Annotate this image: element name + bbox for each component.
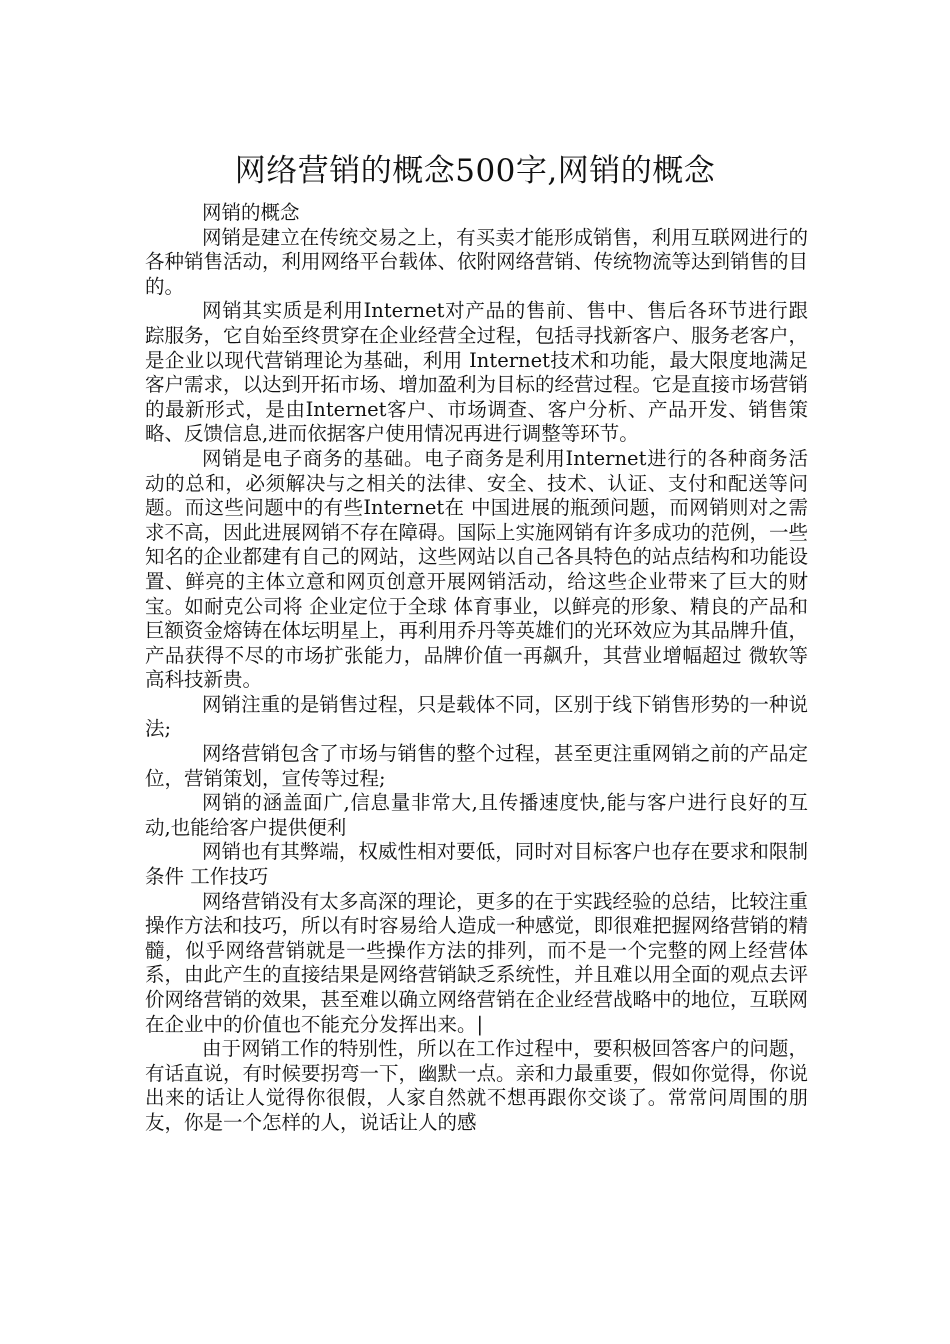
paragraph: 网销是建立在传统交易之上，有买卖才能形成销售，利用互联网进行的各种销售活动，利用网络平台载体、依附网络营销、传统物流等达到销售的目的。 <box>145 225 809 298</box>
paragraph: 网销也有其弊端，权威性相对要低，同时对目标客户也存在要求和限制条件 工作技巧 <box>145 840 808 889</box>
document-body <box>145 201 808 1136</box>
document-title: 网络营销的概念500字,网销的概念 <box>234 152 716 189</box>
paragraph: 网销的涵盖面广,信息量非常大,且传播速度快,能与客户进行良好的互动,也能给客户提供便利 <box>145 791 808 839</box>
paragraph: 网络营销包含了市场与销售的整个过程，甚至更注重网销之前的产品定位，营销策划，宣传等过程; <box>145 742 808 790</box>
paragraph: 网销是电子商务的基础。电子商务是利用Internet进行的各种商务活动的总和，必须解决与之相关的法律、安全、技术、认证、支付和配送等问题。而这些问题中的有些Internet在 中国进展的瓶颈问题，而网销则对之需求不高，因此进展网销不存在障碍。国际上实施网销有许多成功的范例，一些知名的企业都建有自己的网站，这些网站以自己各具特色的站点结构和功能设置、鲜亮的主体立意和网页创意开展网销活动，给这些企业带来了巨大的财宝。如耐克公司将 企业定位于全球 体育事业，以鲜亮的形象、精良的产品和巨额资金熔铸在体坛明星上，再利用乔丹等英雄们的光环效应为其品牌升值，产品获得不尽的市场扩张能力，品牌价值一再飙升，其营业增幅超过 微软等高科技新贵。 <box>145 446 809 692</box>
paragraph: 由于网销工作的特别性，所以在工作过程中，要积极回答客户的问题，有话直说，有时候要拐弯一下，幽默一点。亲和力最重要，假如你觉得，你说出来的话让人觉得你很假，人家自然就不想再跟你交谈了。常常问周围的朋友，你是一个怎样的人，说话让人的感 <box>145 1037 809 1134</box>
paragraph: 网销注重的是销售过程，只是载体不同，区别于线下销售形势的一种说法; <box>145 692 808 741</box>
paragraph: 网络营销没有太多高深的理论，更多的在于实践经验的总结，比较注重操作方法和技巧，所以有时容易给人造成一种感觉，即很难把握网络营销的精髓，似乎网络营销就是一些操作方法的排列，而不是一个完整的网上经营体系，由此产生的直接结果是网络营销缺乏系统性，并且难以用全面的观点去评价网络营销的效果，甚至难以确立网络营销在企业经营战略中的地位，互联网在企业中的价值也不能充分发挥出来。| <box>145 889 809 1036</box>
paragraph: 网销其实质是利用Internet对产品的售前、售中、售后各环节进行跟踪服务，它自始至终贯穿在企业经营全过程，包括寻找新客户、服务老客户，是企业以现代营销理论为基础，利用 Internet技术和功能，最大限度地满足客户需求，以达到开拓市场、增加盈利为目标的经营过程。它是直接市场营销的最新形式，是由Internet客户、市场调查、客户分析、产品开发、销售策略、反馈信息,进而依据客户使用情况再进行调整等环节。 <box>145 299 809 446</box>
paragraph-heading: 网销的概念 <box>202 201 300 224</box>
